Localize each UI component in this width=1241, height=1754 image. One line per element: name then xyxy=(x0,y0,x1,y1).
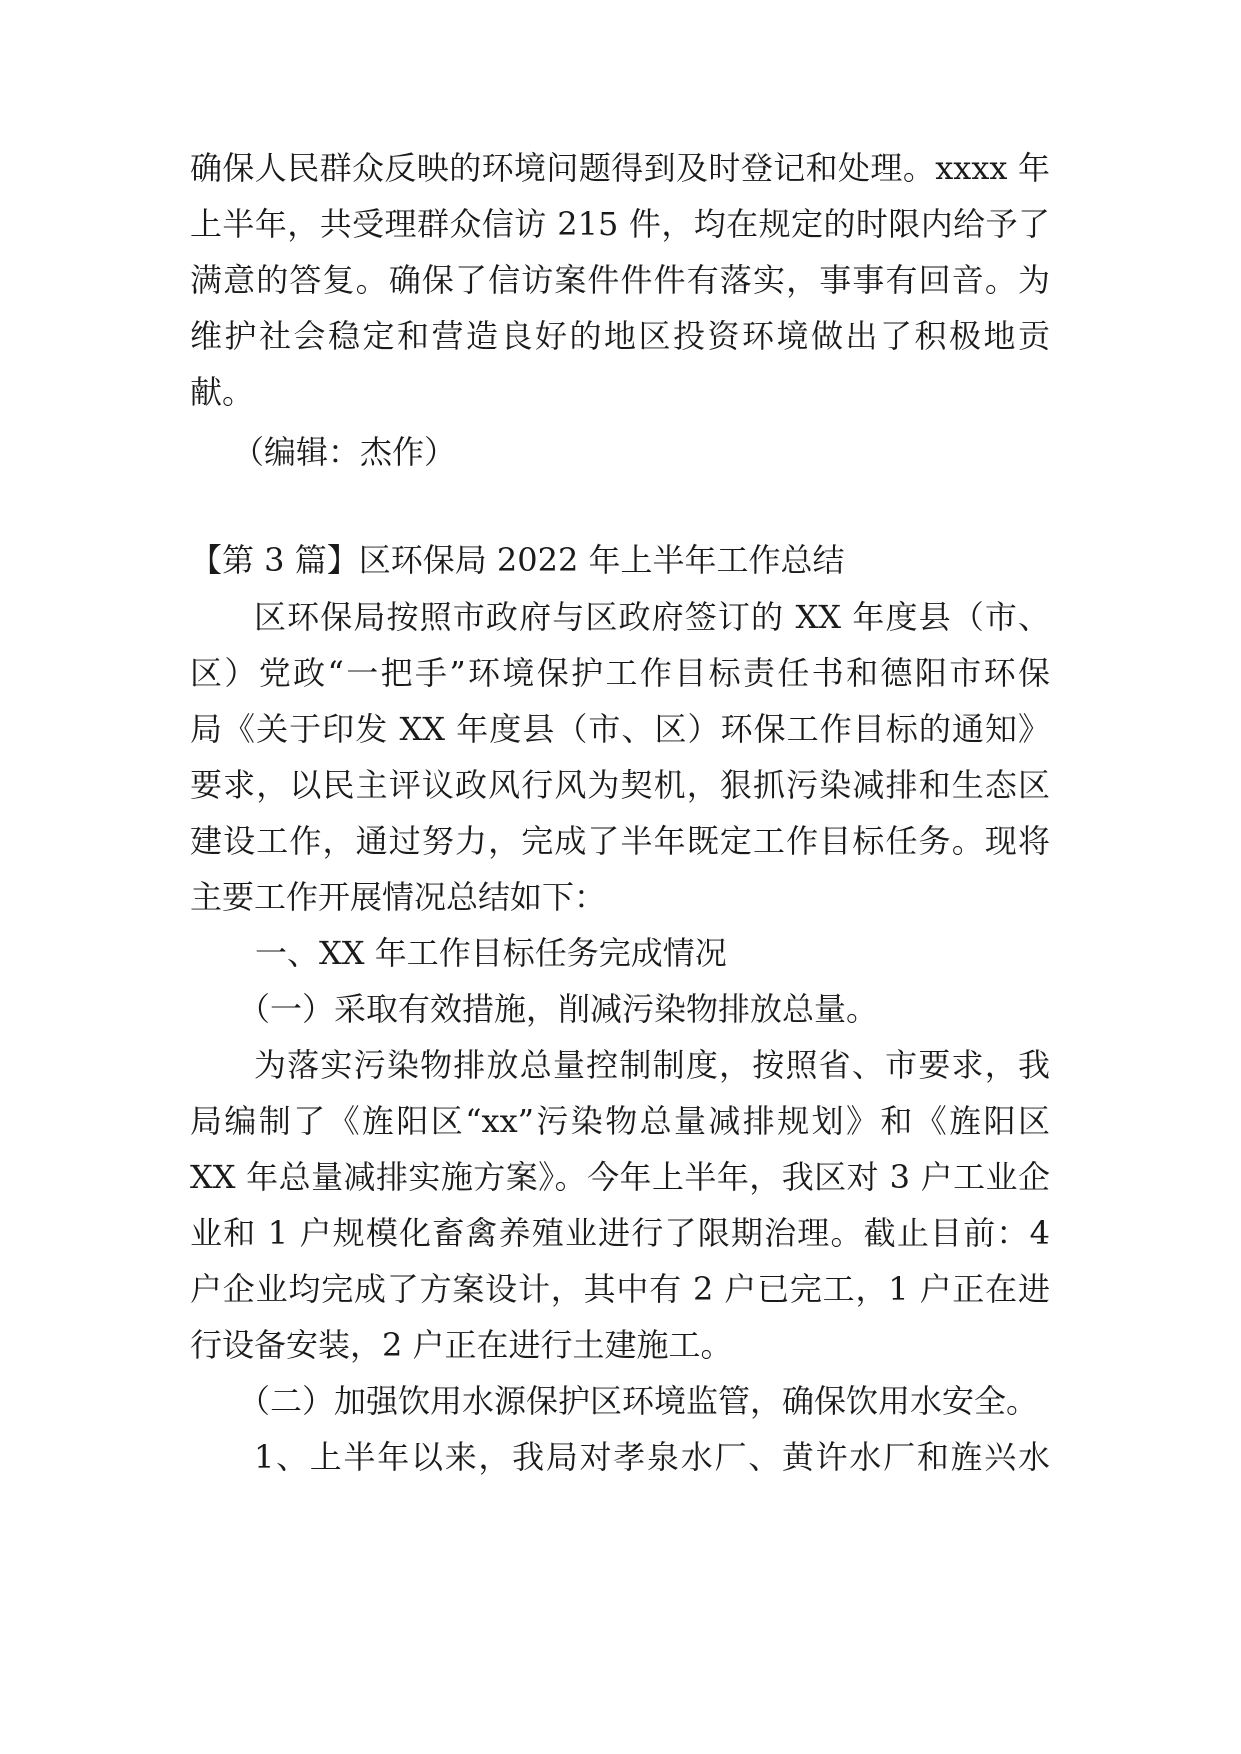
body-text-line: 行设备安装，2 户正在进行土建施工。 xyxy=(190,1326,733,1364)
body-text-line: 局《关于印发 XX 年度县（市、区）环保工作目标的通知》 xyxy=(190,710,1050,748)
body-text-line: 区环保局按照市政府与区政府签订的 XX 年度县（市、 xyxy=(254,598,1050,636)
body-text-line: 要求，以民主评议政风行风为契机，狠抓污染减排和生态区 xyxy=(190,766,1050,804)
body-text-line: 区）党政“一把手”环境保护工作目标责任书和德阳市环保 xyxy=(190,654,1050,692)
body-text-line: 满意的答复。确保了信访案件件件有落实，事事有回音。为 xyxy=(190,261,1050,299)
subsection-heading: （一）采取有效措施，削减污染物排放总量。 xyxy=(238,990,879,1028)
body-text-line: 主要工作开展情况总结如下： xyxy=(190,878,607,916)
subsection-heading: （二）加强饮用水源保护区环境监管，确保饮用水安全。 xyxy=(238,1382,1039,1420)
body-text-line: 维护社会稳定和营造良好的地区投资环境做出了积极地贡 xyxy=(190,317,1050,355)
body-text-line: 献。 xyxy=(190,373,255,411)
editor-credit: （编辑：杰作） xyxy=(232,433,457,471)
body-text-line: 为落实污染物排放总量控制制度，按照省、市要求，我 xyxy=(254,1046,1050,1084)
article-heading: 【第 3 篇】区环保局 2022 年上半年工作总结 xyxy=(190,541,845,579)
body-text-line: 建设工作，通过努力，完成了半年既定工作目标任务。现将 xyxy=(190,822,1050,860)
body-text-line: 上半年，共受理群众信访 215 件，均在规定的时限内给予了 xyxy=(190,205,1050,243)
body-text-line: 局编制了《旌阳区“xx”污染物总量减排规划》和《旌阳区 xyxy=(190,1102,1050,1140)
body-text-line: XX 年总量减排实施方案》。今年上半年，我区对 3 户工业企 xyxy=(190,1158,1050,1196)
body-text-line: 户企业均完成了方案设计，其中有 2 户已完工，1 户正在进 xyxy=(190,1270,1050,1308)
section-heading: 一、XX 年工作目标任务完成情况 xyxy=(255,934,727,972)
body-text-line: 业和 1 户规模化畜禽养殖业进行了限期治理。截止目前：4 xyxy=(190,1214,1050,1252)
body-text-line: 确保人民群众反映的环境问题得到及时登记和处理。xxxx 年 xyxy=(190,149,1050,187)
body-text-line: 1、上半年以来，我局对孝泉水厂、黄许水厂和旌兴水 xyxy=(254,1438,1050,1476)
